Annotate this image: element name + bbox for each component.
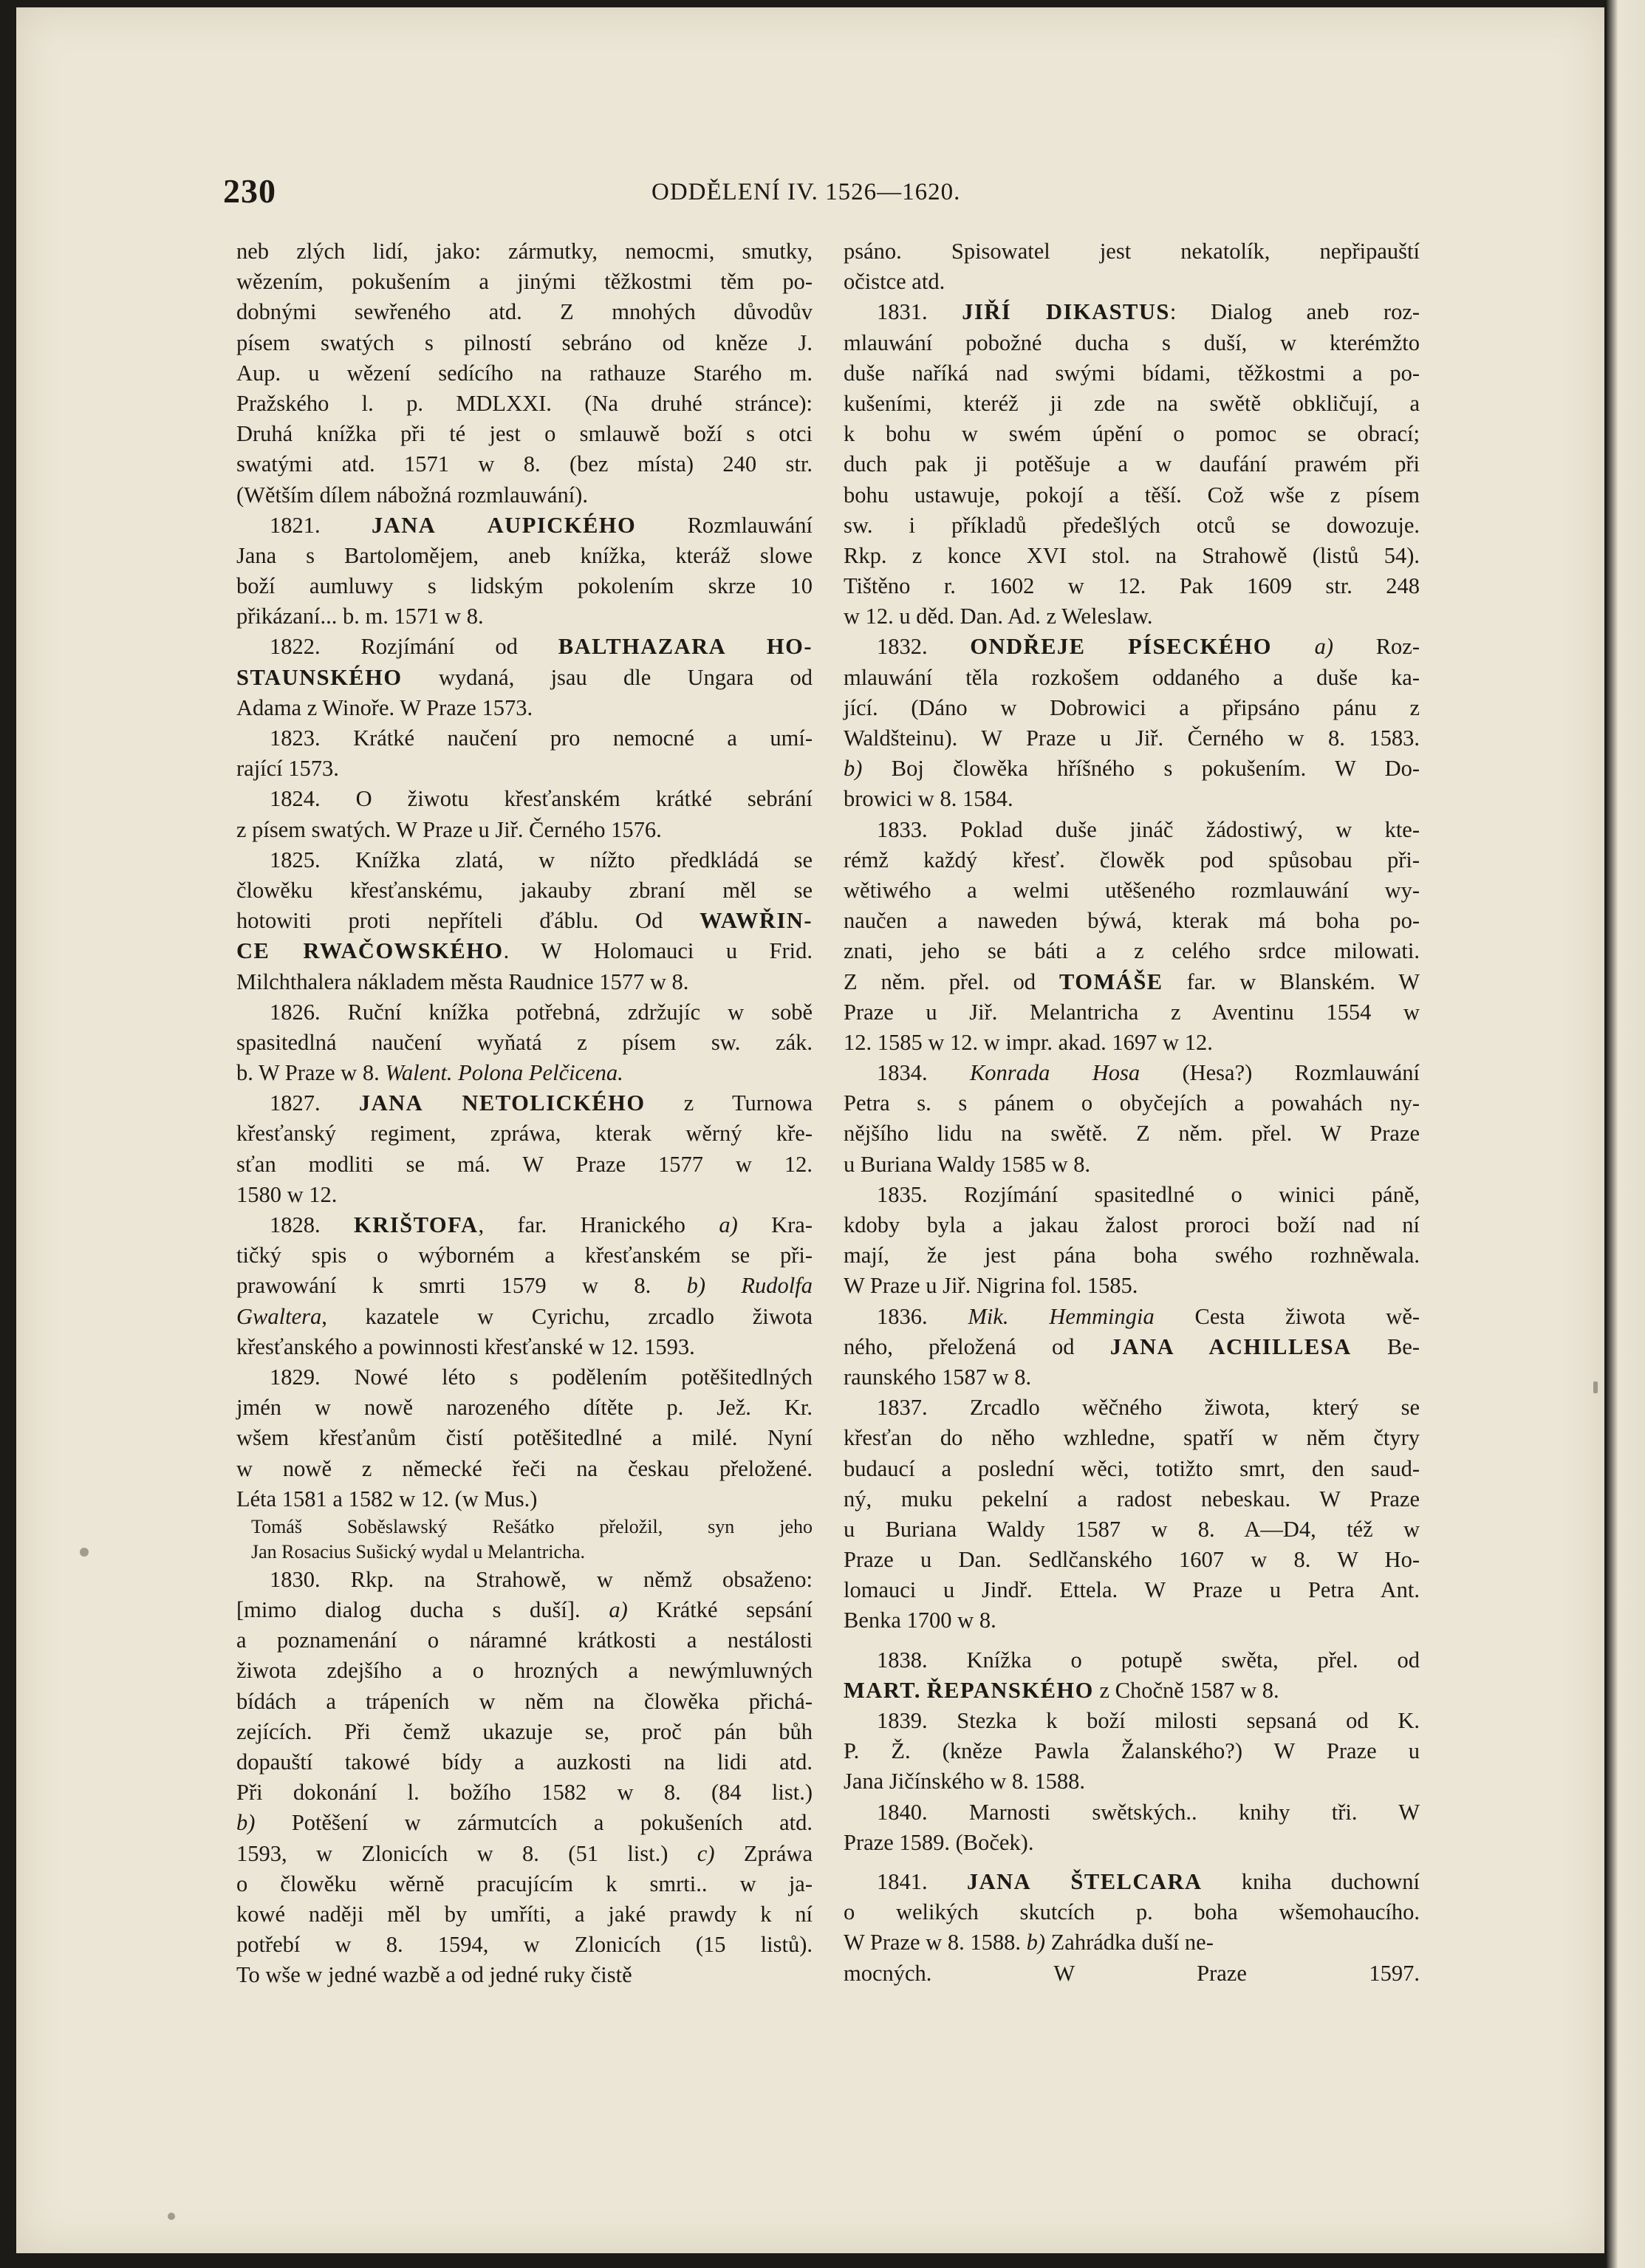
left-column-line: zejících. Při čemž ukazuje se, proč pán bůh bbox=[236, 1718, 813, 1744]
right-column-line: rémž každý křesť. člowěk pod spůsobau při- bbox=[844, 847, 1420, 872]
paper-speck bbox=[1593, 1381, 1598, 1393]
right-column-line: P. Ž. (kněze Pawla Žalanského?) W Praze u bbox=[844, 1738, 1420, 1764]
left-column-line: (Wětším dílem nábožná rozmlauwání). bbox=[236, 482, 588, 508]
left-column-line: wězením, pokušením a jinými těžkostmi těm po- bbox=[236, 269, 813, 295]
running-head: ODDĚLENÍ IV. 1526—1620. bbox=[651, 179, 961, 205]
right-column-line: psáno. Spisowatel jest nekatolík, nepřipauští bbox=[844, 239, 1420, 264]
right-column-line: 1831. JIŘÍ DIKASTUS: Dialog aneb roz- bbox=[877, 299, 1420, 325]
right-column-line: wětiwého a welmi utěšeného rozmlauwání wy- bbox=[844, 877, 1420, 903]
right-column-line: w 12. u děd. Dan. Ad. z Weleslaw. bbox=[844, 604, 1153, 629]
right-column-line: 1836. Mik. Hemmingia Cesta žiwota wě- bbox=[877, 1303, 1420, 1329]
left-column-line: 1823. Krátké naučení pro nemocné a umí- bbox=[270, 725, 813, 751]
right-column-line: sw. i příkladů předešlých otců se dowozuje. bbox=[844, 512, 1420, 538]
left-column-line: Léta 1581 a 1582 w 12. (w Mus.) bbox=[236, 1486, 538, 1512]
left-column-line: 1822. Rozjímání od BALTHAZARA HO- bbox=[270, 634, 813, 660]
right-column-line: Waldšteinu). W Praze u Jiř. Černého w 8. 1583. bbox=[844, 725, 1420, 751]
left-column-line: bídách a trápeních w něm na člowěka přichá- bbox=[236, 1688, 813, 1714]
left-column-line: b) Potěšení w zármutcích a pokušeních atd. bbox=[236, 1810, 813, 1836]
right-column-line: Petra s. s pánem o obyčejích a powahách ny- bbox=[844, 1090, 1420, 1116]
left-column-line: Při dokonání l. božího 1582 w 8. (84 list.) bbox=[236, 1780, 813, 1806]
left-column-line: z písem swatých. W Praze u Jiř. Černého 1576. bbox=[236, 816, 662, 842]
left-column-line: sťan modliti se má. W Praze 1577 w 12. bbox=[236, 1151, 813, 1177]
right-column bbox=[844, 236, 1420, 1989]
left-column-line: w nowě z německé řeči na českau přeložené. bbox=[236, 1455, 813, 1481]
left-column-line: CE RWAČOWSKÉHO. W Holomauci u Frid. bbox=[236, 938, 813, 964]
left-column-line: [mimo dialog ducha s duší]. a) Krátké sepsání bbox=[236, 1597, 813, 1623]
left-column-line: wšem křesťanům čistí potěšitedlné a milé. Nyní bbox=[236, 1425, 813, 1451]
right-column-line: kušeními, kteréž ji zde na swětě obkličují, a bbox=[844, 390, 1420, 416]
right-column-line: W Praze w 8. 1588. b) Zahrádka duší ne- bbox=[844, 1930, 1214, 1956]
right-column-line: křesťan do něho wzhledne, spatří w něm čtyry bbox=[844, 1425, 1420, 1451]
page-number: 230 bbox=[223, 172, 276, 210]
left-column-line: 1825. Knížka zlatá, w nížto předkládá se bbox=[270, 847, 813, 872]
right-column-line: duch pak ji potěšuje a w daufání prawém při bbox=[844, 451, 1420, 477]
left-column-line: Jana s Bartolomějem, aneb knížka, kteráž slowe bbox=[236, 542, 813, 568]
right-column-line: 1840. Marnosti swětských.. knihy tři. W bbox=[877, 1799, 1420, 1825]
right-column-line: bohu ustawuje, pokojí a těší. Což wše z písem bbox=[844, 482, 1420, 508]
left-column-line: 1826. Ruční knížka potřebná, zdržujíc w sobě bbox=[270, 999, 813, 1025]
right-column-line: u Buriana Waldy 1587 w 8. A—D4, též w bbox=[844, 1516, 1420, 1542]
paper-speck bbox=[80, 1548, 89, 1557]
left-column-line: Jan Rosacius Sušický wydal u Melantricha. bbox=[251, 1540, 586, 1562]
right-column-line: W Praze u Jiř. Nigrina fol. 1585. bbox=[844, 1273, 1138, 1299]
right-column-line: Praze 1589. (Boček). bbox=[844, 1829, 1034, 1855]
left-column-line: tičký spis o wýborném a křesťanském se při- bbox=[236, 1243, 813, 1268]
right-column-line: duše naříká nad swými bídami, těžkostmi a po- bbox=[844, 360, 1420, 386]
right-column-line: Praze u Jiř. Melantricha z Aventinu 1554 w bbox=[844, 999, 1420, 1025]
right-column-line: jící. (Dáno w Dobrowici a připsáno pánu z bbox=[844, 694, 1420, 720]
left-column-line: přikázaní... b. m. 1571 w 8. bbox=[236, 604, 484, 629]
left-column-line: dobnými sewřeného atd. Z mnohých důvodův bbox=[236, 299, 813, 325]
left-column-line: 1829. Nowé léto s podělením potěšitedlných bbox=[270, 1364, 813, 1390]
right-column-line: 1837. Zrcadlo wěčného žiwota, který se bbox=[877, 1395, 1420, 1421]
left-column-line: Aup. u wězení sedícího na rathauze Starého m. bbox=[236, 360, 813, 386]
left-column-line: 1827. JANA NETOLICKÉHO z Turnowa bbox=[270, 1090, 813, 1116]
left-column-line: Gwaltera, kazatele w Cyrichu, zrcadlo žiwota bbox=[236, 1303, 813, 1329]
right-column-line: browici w 8. 1584. bbox=[844, 786, 1013, 812]
left-column-line: jmén w nowě narozeného dítěte p. Jež. Kr. bbox=[236, 1395, 813, 1421]
left-column-line: o člowěku wěrně pracujícím k smrti.. w ja- bbox=[236, 1871, 813, 1896]
right-column-line: b) Boj člowěka hříšného s pokušením. W Do- bbox=[844, 756, 1420, 782]
left-column bbox=[236, 236, 813, 1991]
left-column-line: prawowání k smrti 1579 w 8. b) Rudolfa bbox=[236, 1273, 813, 1299]
left-column-line: b. W Praze w 8. Walent. Polona Pelčicena. bbox=[236, 1060, 623, 1086]
left-column-line: spasitedlná naučení wyňatá z písem sw. zák. bbox=[236, 1029, 813, 1055]
right-column-line: znati, jeho se báti a z celého srdce milowati. bbox=[844, 938, 1420, 964]
left-column-line: křesťanského a powinnosti křesťanské w 12. 1593. bbox=[236, 1333, 695, 1359]
left-column-line: 1580 w 12. bbox=[236, 1181, 338, 1207]
right-column-line: ného, přeložená od JANA ACHILLESA Be- bbox=[844, 1333, 1420, 1359]
book-page bbox=[16, 7, 1604, 2253]
right-column-line: Benka 1700 w 8. bbox=[844, 1608, 996, 1633]
right-column-line: k bohu w swém úpění o pomoc se obrací; bbox=[844, 421, 1420, 447]
page-header bbox=[223, 171, 1013, 216]
left-column-line: STAUNSKÉHO wydaná, jsau dle Ungara od bbox=[236, 664, 813, 690]
left-column-line: Tomáš Soběslawský Rešátko přeložil, syn jeho bbox=[251, 1515, 813, 1537]
left-column-line: Druhá knížka při té jest o smlauwě boží s otci bbox=[236, 421, 813, 447]
left-column-line: žiwota zdejšího a o hrozných a newýmluwných bbox=[236, 1658, 813, 1684]
right-column-line: Rkp. z konce XVI stol. na Strahowě (listů 54). bbox=[844, 542, 1420, 568]
right-column-line: Z něm. přel. od TOMÁŠE far. w Blanském. W bbox=[844, 969, 1420, 994]
right-column-line: mají, že jest pána boha swého rozhněwala. bbox=[844, 1243, 1420, 1268]
left-column-line: potřebí w 8. 1594, w Zlonicích (15 listů). bbox=[236, 1932, 813, 1958]
left-column-line: 1821. JANA AUPICKÉHO Rozmlauwání bbox=[270, 512, 813, 538]
right-column-line: u Buriana Waldy 1585 w 8. bbox=[844, 1151, 1091, 1177]
right-column-line: 1832. ONDŘEJE PÍSECKÉHO a) Roz- bbox=[877, 634, 1420, 660]
left-column-line: dopauští takowé bídy a auzkosti na lidi atd. bbox=[236, 1749, 813, 1775]
right-column-line: 12. 1585 w 12. w impr. akad. 1697 w 12. bbox=[844, 1029, 1213, 1055]
left-column-line: křesťanský regiment, zpráwa, kterak wěrný kře- bbox=[236, 1121, 813, 1147]
left-column-line: Milchthalera nákladem města Raudnice 1577 w 8. bbox=[236, 969, 689, 994]
left-column-line: a poznamenání o náramné krátkosti a nestálosti bbox=[236, 1627, 813, 1653]
right-column-line: 1833. Poklad duše jináč žádostiwý, w kte- bbox=[877, 816, 1420, 842]
left-column-line: rající 1573. bbox=[236, 756, 339, 782]
right-column-line: mlauwání pobožné ducha s duší, w kterémžto bbox=[844, 329, 1420, 355]
left-column-line: 1828. KRIŠTOFA, far. Hranického a) Kra- bbox=[270, 1212, 813, 1237]
right-column-line: 1835. Rozjímání spasitedlné o winici páně, bbox=[877, 1181, 1420, 1207]
right-column-line: MART. ŘEPANSKÉHO z Chočně 1587 w 8. bbox=[844, 1677, 1279, 1703]
right-column-line: mocných. W Praze 1597. bbox=[844, 1960, 1420, 1986]
right-column-line: 1834. Konrada Hosa (Hesa?) Rozmlauwání bbox=[877, 1060, 1420, 1086]
right-column-line: raunského 1587 w 8. bbox=[844, 1364, 1032, 1390]
right-column-line: o welikých skutcích p. boha wšemohaucího. bbox=[844, 1899, 1420, 1925]
left-column-line: kowé naději měl by umříti, a jaké prawdy k ní bbox=[236, 1901, 813, 1927]
left-column-line: To wše w jedné wazbě a od jedné ruky čistě bbox=[236, 1962, 632, 1988]
right-column-line: naučen a naweden býwá, kterak má boha po- bbox=[844, 908, 1420, 934]
left-column-line: hotowiti proti nepříteli ďáblu. Od WAWŘIN- bbox=[236, 908, 813, 934]
left-column-line: člowěku křesťanskému, jakauby zbraní měl se bbox=[236, 877, 813, 903]
right-column-line: 1839. Stezka k boží milosti sepsaná od K. bbox=[877, 1708, 1420, 1733]
right-column-line: budaucí a poslední wěci, totižto smrt, den saud- bbox=[844, 1455, 1420, 1481]
right-column-line: kdoby byla a jakau žalost proroci boží nad ní bbox=[844, 1212, 1420, 1237]
right-column-line: Tištěno r. 1602 w 12. Pak 1609 str. 248 bbox=[844, 573, 1420, 599]
left-column-line: neb zlých lidí, jako: zármutky, nemocmi, smutky, bbox=[236, 239, 813, 264]
right-column-line: ný, muku pekelní a radost nebeskau. W Praze bbox=[844, 1486, 1420, 1512]
left-column-line: 1593, w Zlonicích w 8. (51 list.) c) Zpráwa bbox=[236, 1840, 813, 1866]
right-column-line: očistce atd. bbox=[844, 269, 945, 295]
left-column-line: boží aumluwy s lidským pokolením skrze 10 bbox=[236, 573, 813, 599]
left-column-line: 1824. O žiwotu křesťanském krátké sebrání bbox=[270, 786, 813, 812]
paper-speck bbox=[168, 2213, 175, 2220]
right-column-line: 1838. Knížka o potupě swěta, přel. od bbox=[877, 1647, 1420, 1673]
right-column-line: 1841. JANA ŠTELCARA kniha duchowní bbox=[877, 1868, 1420, 1894]
left-column-line: swatými atd. 1571 w 8. (bez místa) 240 str. bbox=[236, 451, 813, 477]
left-column-line: písem swatých s pilností sebráno od kněze J. bbox=[236, 329, 813, 355]
facing-page-edge bbox=[1607, 0, 1645, 2268]
right-column-line: Jana Jičínského w 8. 1588. bbox=[844, 1769, 1085, 1794]
left-column-line: 1830. Rkp. na Strahowě, w němž obsaženo: bbox=[270, 1566, 813, 1592]
right-column-line: lomauci u Jindř. Ettela. W Praze u Petra Ant. bbox=[844, 1577, 1420, 1603]
right-column-line: mlauwání těla rozkošem oddaného a duše ka- bbox=[844, 664, 1420, 690]
left-column-line: Adama z Winoře. W Praze 1573. bbox=[236, 694, 533, 720]
right-column-line: Praze u Dan. Sedlčanského 1607 w 8. W Ho- bbox=[844, 1547, 1420, 1573]
right-column-line: nějšího lidu na swětě. Z něm. přel. W Praze bbox=[844, 1121, 1420, 1147]
left-column-line: Pražského l. p. MDLXXI. (Na druhé stránce): bbox=[236, 390, 813, 416]
